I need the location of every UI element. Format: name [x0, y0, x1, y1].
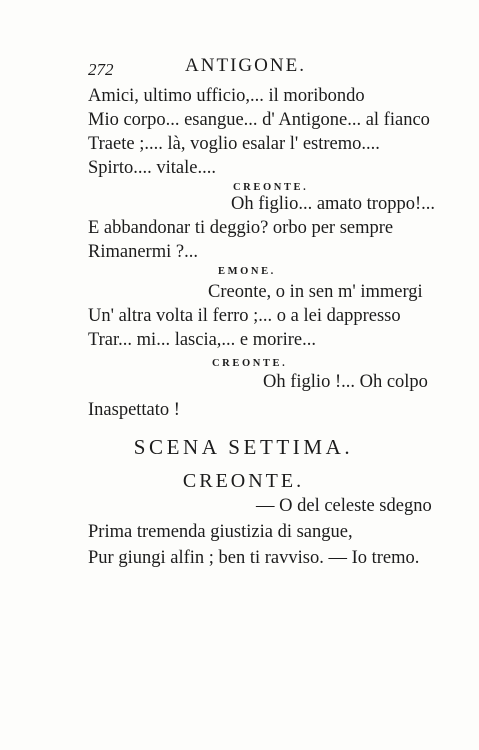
running-title: ANTIGONE. — [185, 55, 306, 76]
verse-line: Inaspettato ! — [88, 400, 180, 420]
verse-line: Oh figlio !... Oh colpo — [263, 372, 428, 392]
verse-line: Un' altra volta il ferro ;... o a lei dappresso — [88, 306, 401, 326]
verse-line: E abbandonar ti deggio? orbo per sempre — [88, 218, 394, 238]
verse-line: — O del celeste sdegno — [256, 496, 432, 516]
verse-line: Creonte, o in sen m' immergi — [208, 282, 423, 302]
speaker-label: CREONTE. — [233, 182, 309, 193]
scene-title: SCENA SETTIMA. — [133, 435, 354, 459]
speaker-label: EMONE. — [218, 266, 276, 277]
scene-speaker: CREONTE. — [182, 470, 305, 492]
verse-line: Trar... mi... lascia,... e morire... — [88, 330, 316, 350]
verse-line: Prima tremenda giustizia di sangue, — [88, 522, 353, 542]
verse-line: Oh figlio... amato troppo!... — [231, 194, 435, 214]
speaker-label: CREONTE. — [212, 358, 288, 369]
page-number: 272 — [88, 60, 114, 79]
verse-line: Amici, ultimo ufficio,... il moribondo — [88, 86, 365, 106]
verse-line: Mio corpo... esangue... d' Antigone... al fianco — [88, 110, 430, 130]
verse-line: Pur giungi alfin ; ben ti ravviso. — Io tremo. — [88, 548, 420, 568]
verse-line: Traete ;.... là, voglio esalar l' estremo.... — [88, 134, 380, 154]
verse-line: Spirto.... vitale.... — [88, 158, 216, 178]
verse-line: Rimanermi ?... — [88, 242, 198, 262]
